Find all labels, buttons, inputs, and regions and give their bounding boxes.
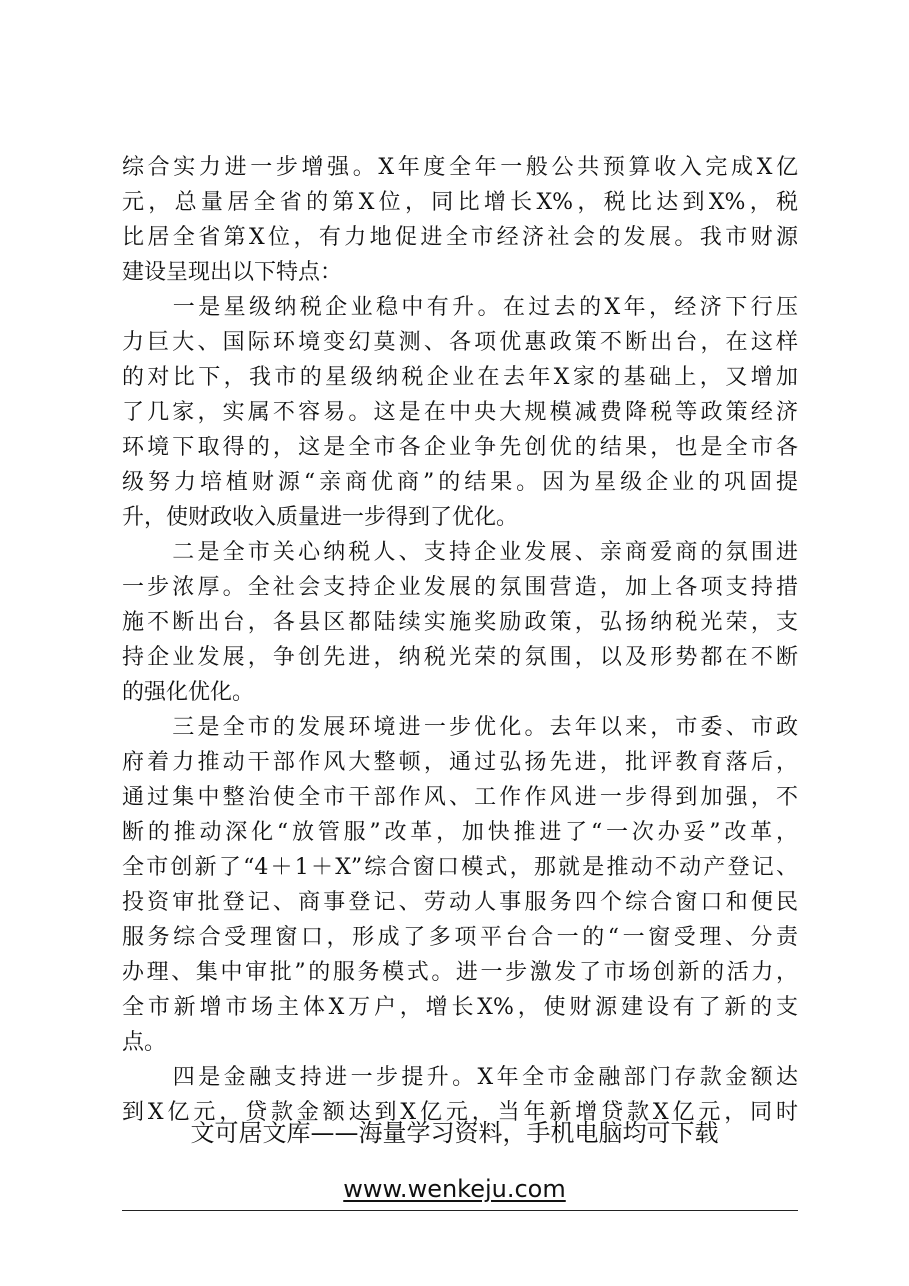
text-line: 到X亿元，贷款金额达到X亿元，当年新增贷款X亿元，同时: [122, 1100, 798, 1125]
text-line: 升，使财政收入质量进一步得到了优化。: [122, 505, 519, 530]
text-line: 四是金融支持进一步提升。X年全市金融部门存款金额达: [122, 1065, 798, 1090]
text-line: 一是星级纳税企业稳中有升。在过去的X年，经济下行压: [122, 295, 798, 320]
text-line: 办理、集中审批”的服务模式。进一步激发了市场创新的活力，: [122, 960, 798, 985]
text-line: 三是全市的发展环境进一步优化。去年以来，市委、市政: [122, 715, 798, 740]
text-line: 全市创新了“4＋1＋X”综合窗口模式，那就是推动不动产登记、: [122, 855, 798, 880]
text-line: 断的推动深化“放管服”改革，加快推进了“一次办妥”改革，: [122, 820, 798, 845]
text-line: 了几家，实属不容易。这是在中央大规模减费降税等政策经济: [122, 400, 798, 425]
text-line: 通过集中整治使全市干部作风、工作作风进一步得到加强，不: [122, 785, 798, 810]
text-line: 比居全省第X位，有力地促进全市经济社会的发展。我市财源: [122, 225, 798, 250]
text-line: 持企业发展，争创先进，纳税光荣的氛围，以及形势都在不断: [122, 645, 798, 670]
text-line: 的对比下，我市的星级纳税企业在去年X家的基础上，又增加: [122, 365, 798, 390]
text-line: 施不断出台，各县区都陆续实施奖励政策，弘扬纳税光荣，支: [122, 610, 798, 635]
text-line: 点。: [122, 1030, 167, 1055]
text-line: 全市新增市场主体X万户，增长X%，使财源建设有了新的支: [122, 995, 798, 1020]
text-line: 二是全市关心纳税人、支持企业发展、亲商爱商的氛围进: [122, 540, 798, 565]
text-line: 级努力培植财源“亲商优商”的结果。因为星级企业的巩固提: [122, 470, 798, 495]
text-line: 的强化优化。: [122, 680, 255, 705]
footer-url-link[interactable]: [0, 1172, 909, 1206]
text-line: 元，总量居全省的第X位，同比增长X%，税比达到X%，税: [122, 190, 798, 215]
footer-title: 文可居文库——海量学习资料，手机电脑均可下载: [190, 1119, 719, 1147]
text-line: 府着力推动干部作风大整顿，通过弘扬先进，批评教育落后，: [122, 750, 798, 775]
text-line: 综合实力进一步增强。X年度全年一般公共预算收入完成X亿: [122, 155, 798, 180]
text-line: 建设呈现出以下特点：: [122, 260, 343, 285]
text-line: 投资审批登记、商事登记、劳动人事服务四个综合窗口和便民: [122, 890, 798, 915]
footer-url-text[interactable]: www.wenkeju.com: [343, 1175, 566, 1203]
document-body: [122, 150, 798, 1130]
text-line: 力巨大、国际环境变幻莫测、各项优惠政策不断出台，在这样: [122, 330, 798, 355]
footer-divider: [122, 1210, 798, 1211]
text-line: 一步浓厚。全社会支持企业发展的氛围营造，加上各项支持措: [122, 575, 798, 600]
text-line: 服务综合受理窗口，形成了多项平台合一的“一窗受理、分责: [122, 925, 798, 950]
text-line: 环境下取得的，这是全市各企业争先创优的结果，也是全市各: [122, 435, 798, 460]
